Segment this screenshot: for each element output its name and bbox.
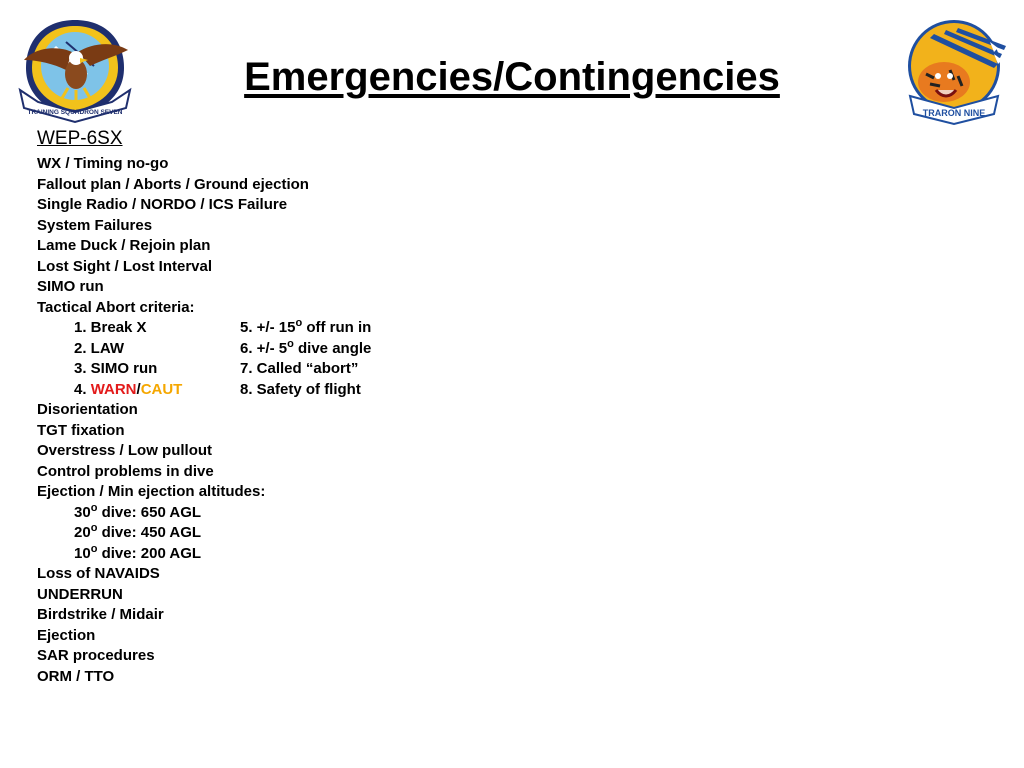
- list-item: SAR procedures: [37, 647, 155, 664]
- abort-criterion: 2. LAW: [74, 339, 125, 357]
- list-item: Overstress / Low pullout: [37, 442, 213, 459]
- list-item: Tactical Abort criteria:: [37, 298, 195, 316]
- list-item: Fallout plan / Aborts / Ground ejection: [37, 175, 309, 193]
- list-item: Disorientation: [37, 401, 138, 418]
- list-item: System Failures: [37, 216, 153, 234]
- abort-criterion: 6. +/- 5$^o$ dive angle: [240, 337, 372, 357]
- right-logo-text: TRARON NINE: [922, 108, 986, 118]
- list-item: Ejection: [37, 626, 96, 644]
- list-item: SIMO run: [37, 278, 104, 295]
- abort-criteria-grid: [37, 318, 440, 400]
- list-item: TGT fixation: [37, 421, 125, 439]
- ejection-altitude: 10$^o$ dive: 200 AGL: [74, 542, 202, 562]
- list-item: Lost Sight / Lost Interval: [37, 257, 213, 275]
- abort-criterion: 3. SIMO run: [74, 360, 158, 377]
- list-item: Lame Duck / Rejoin plan: [37, 237, 211, 254]
- abort-criterion: 5. +/- 15$^o$ off run in: [240, 317, 372, 336]
- contingency-list: [37, 154, 440, 687]
- list-item: Loss of NAVAIDS: [37, 565, 160, 582]
- list-item: Control problems in dive: [37, 462, 214, 480]
- list-item: Ejection / Min ejection altitudes:: [37, 483, 266, 500]
- list-item: Birdstrike / Midair: [37, 606, 164, 623]
- abort-criterion: 7. Called “abort”: [240, 360, 359, 377]
- ejection-altitude: 30$^o$ dive: 650 AGL: [74, 501, 202, 521]
- list-item: UNDERRUN: [37, 585, 123, 603]
- list-item: ORM / TTO: [37, 667, 115, 685]
- left-logo-text: TRAINING SQUADRON SEVEN: [27, 109, 123, 116]
- list-item: Single Radio / NORDO / ICS Failure: [37, 196, 288, 213]
- list-item: WX / Timing no-go: [37, 155, 169, 172]
- abort-criterion: 4. WARN/CAUT: [74, 380, 183, 398]
- ejection-altitude: 20$^o$ dive: 450 AGL: [74, 522, 202, 541]
- warn-label: WARN: [90, 380, 137, 398]
- page-title: Emergencies/Contingencies: [244, 55, 780, 99]
- caut-label: CAUT: [140, 380, 183, 398]
- section-subtitle: WEP-6SX: [37, 128, 123, 149]
- abort-criterion: 1. Break X: [74, 319, 147, 336]
- abort-criterion: 8. Safety of flight: [240, 380, 361, 398]
